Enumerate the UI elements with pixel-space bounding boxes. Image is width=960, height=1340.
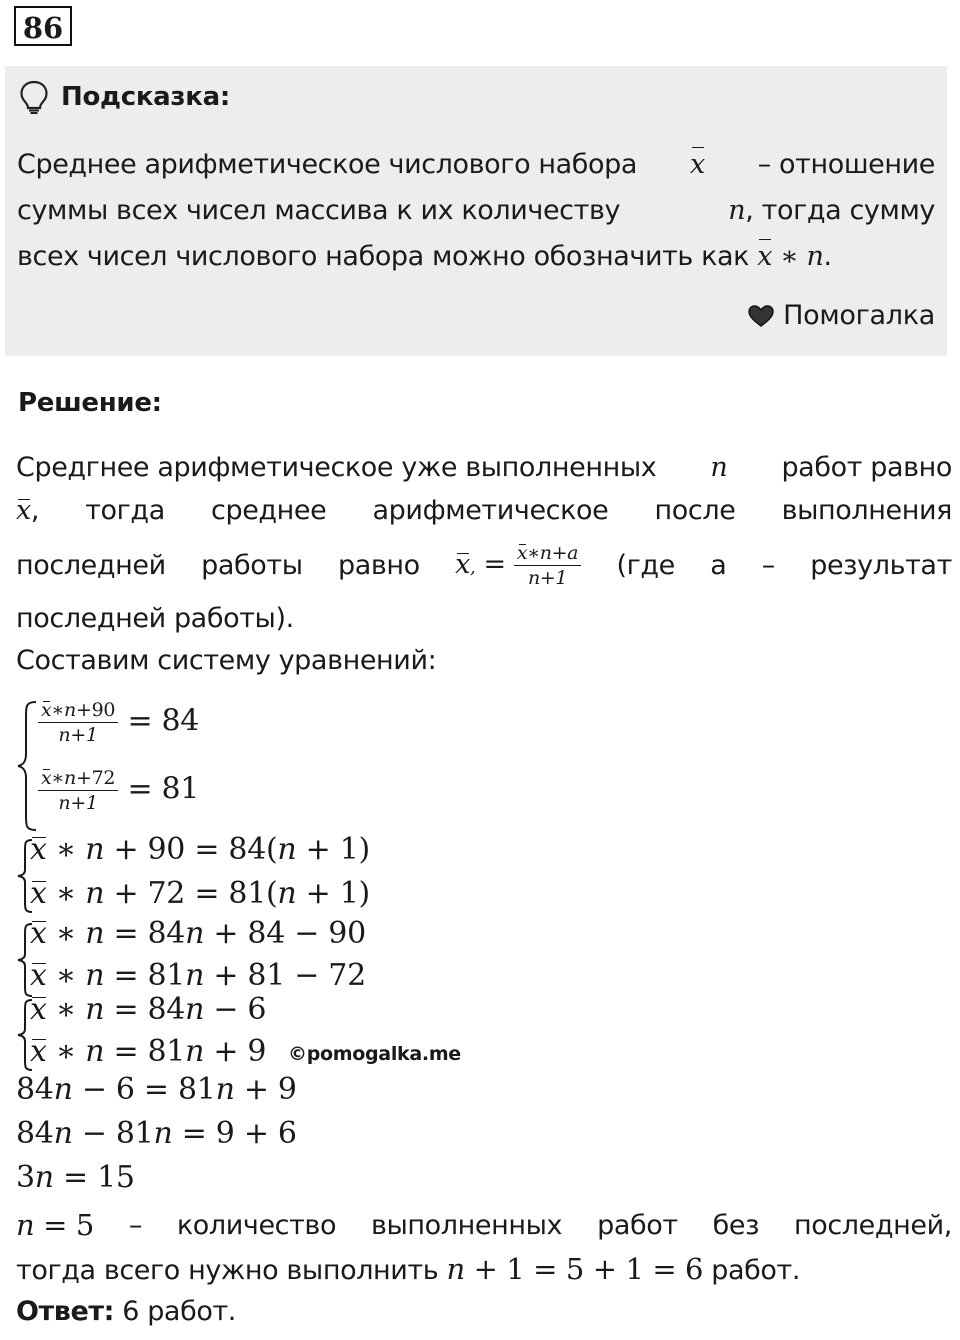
system3-eq1: 𝑥 ∗ 𝑛 = 84𝑛 + 84 − 90 xyxy=(30,916,366,951)
system1-eq1: $\frac{\text{𝑥∗𝑛+90}}{n+1}$ = 84 xyxy=(38,698,199,747)
hint-signature: Помогалка xyxy=(747,300,935,331)
average-formula: 𝑥, = $\frac{\text{𝑥∗𝑛+𝑎}}{\text{𝑛+1}}$ xyxy=(455,541,581,590)
solution-title: Решение: xyxy=(18,388,162,418)
solution-paragraph: Средгнее арифметическое уже выполненных 𝑛 работ равно 𝑥, тогда среднее арифметическое после выполнения последней работы равно 𝑥, = $\frac{\text{𝑥∗𝑛+𝑎}}{\text{𝑛+1}}$ (где а – результат последней работы). Составим систему уравнений: xyxy=(16,451,952,676)
system2-eq2: 𝑥 ∗ 𝑛 + 72 = 81(𝑛 + 1) xyxy=(30,876,370,911)
hint-header xyxy=(19,80,230,114)
task-number: 86 xyxy=(14,6,72,46)
lightbulb-icon xyxy=(19,80,49,114)
equation-6: 84𝑛 − 81𝑛 = 9 + 6 xyxy=(16,1116,297,1151)
system4-eq1: 𝑥 ∗ 𝑛 = 84𝑛 − 6 xyxy=(30,992,267,1027)
answer: Ответ: 6 работ. xyxy=(16,1296,236,1327)
equation-5: 84𝑛 − 6 = 81𝑛 + 9 xyxy=(16,1072,297,1107)
system1-eq2: $\frac{\text{𝑥∗𝑛+72}}{n+1}$ = 81 xyxy=(38,766,199,815)
hint-text: Среднее арифметическое числового набора 𝑥 – отношение суммы всех чисел массива к их количеству 𝑛, тогда сумму всех чисел числового набора можно обозначить как 𝑥 ∗ 𝑛. xyxy=(17,142,935,280)
hint-box xyxy=(5,66,947,356)
system2-eq1: 𝑥 ∗ 𝑛 + 90 = 84(𝑛 + 1) xyxy=(30,832,370,867)
system4-eq2: 𝑥 ∗ 𝑛 = 81𝑛 + 9 xyxy=(30,1034,267,1069)
system-brace xyxy=(16,700,38,832)
equation-7: 3𝑛 = 15 xyxy=(16,1160,135,1195)
heart-icon xyxy=(747,304,775,328)
system3-eq2: 𝑥 ∗ 𝑛 = 81𝑛 + 81 − 72 xyxy=(30,958,366,993)
watermark: ©pomogalka.me xyxy=(288,1043,461,1065)
hint-title: Подсказка: xyxy=(61,82,230,112)
conclusion: 𝑛 = 5 – количество выполненных работ без последней, тогда всего нужно выполнить 𝑛 + 1 = 5 + 1 = 6 работ. xyxy=(16,1208,952,1286)
